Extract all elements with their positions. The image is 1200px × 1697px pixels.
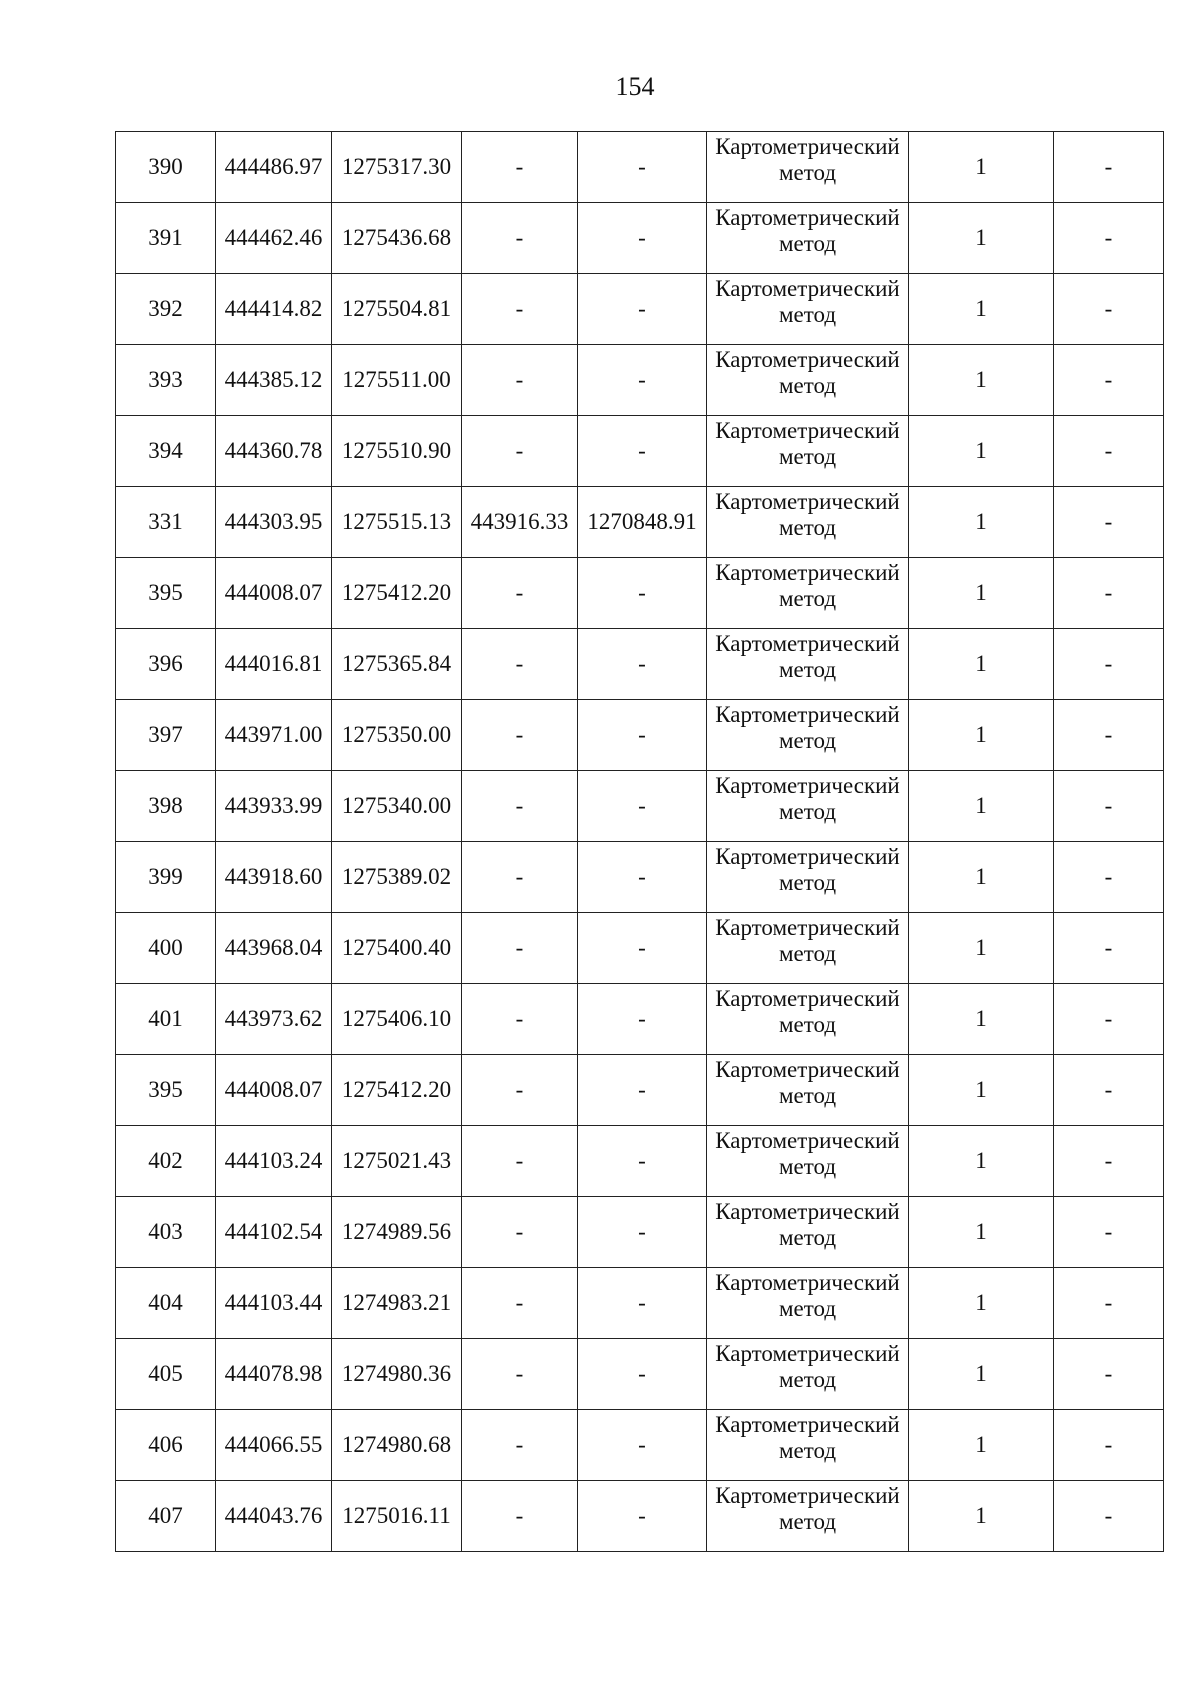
cell-y2-coordinate: - [578, 1197, 707, 1268]
cell-y2-coordinate: - [578, 1481, 707, 1552]
cell-note: - [1054, 203, 1164, 274]
cell-y2-coordinate: - [578, 416, 707, 487]
cell-point-number: 391 [116, 203, 216, 274]
table-row [116, 203, 1164, 274]
cell-x2-coordinate: - [462, 1055, 578, 1126]
cell-note: - [1054, 1410, 1164, 1481]
table-row [116, 771, 1164, 842]
cell-accuracy: 1 [909, 1126, 1054, 1197]
cell-method: Картометрический метод [707, 558, 909, 629]
cell-method: Картометрический метод [707, 487, 909, 558]
cell-method: Картометрический метод [707, 1481, 909, 1552]
cell-x-coordinate: 444103.24 [216, 1126, 332, 1197]
cell-y-coordinate: 1275340.00 [332, 771, 462, 842]
cell-y2-coordinate: - [578, 274, 707, 345]
cell-method: Картометрический метод [707, 1055, 909, 1126]
table-row [116, 629, 1164, 700]
cell-method: Картометрический метод [707, 984, 909, 1055]
table-row [116, 1481, 1164, 1552]
cell-x-coordinate: 443973.62 [216, 984, 332, 1055]
cell-note: - [1054, 1268, 1164, 1339]
cell-x-coordinate: 444486.97 [216, 132, 332, 203]
cell-accuracy: 1 [909, 487, 1054, 558]
cell-x-coordinate: 444103.44 [216, 1268, 332, 1339]
cell-y2-coordinate: - [578, 1055, 707, 1126]
cell-y2-coordinate: - [578, 771, 707, 842]
cell-y2-coordinate: - [578, 984, 707, 1055]
cell-y2-coordinate: - [578, 558, 707, 629]
table-row [116, 984, 1164, 1055]
cell-x-coordinate: 444043.76 [216, 1481, 332, 1552]
cell-x2-coordinate: - [462, 1126, 578, 1197]
cell-point-number: 399 [116, 842, 216, 913]
cell-note: - [1054, 558, 1164, 629]
table-row [116, 700, 1164, 771]
cell-note: - [1054, 274, 1164, 345]
cell-x2-coordinate: - [462, 629, 578, 700]
cell-x2-coordinate: - [462, 1481, 578, 1552]
cell-x-coordinate: 443933.99 [216, 771, 332, 842]
cell-point-number: 401 [116, 984, 216, 1055]
cell-y-coordinate: 1275510.90 [332, 416, 462, 487]
table-row [116, 1339, 1164, 1410]
cell-point-number: 405 [116, 1339, 216, 1410]
cell-x2-coordinate: - [462, 132, 578, 203]
cell-accuracy: 1 [909, 913, 1054, 984]
cell-x-coordinate: 444385.12 [216, 345, 332, 416]
cell-x-coordinate: 444102.54 [216, 1197, 332, 1268]
table-row [116, 132, 1164, 203]
cell-accuracy: 1 [909, 842, 1054, 913]
cell-method: Картометрический метод [707, 416, 909, 487]
cell-y2-coordinate: - [578, 1339, 707, 1410]
cell-point-number: 390 [116, 132, 216, 203]
cell-accuracy: 1 [909, 629, 1054, 700]
cell-point-number: 403 [116, 1197, 216, 1268]
cell-accuracy: 1 [909, 345, 1054, 416]
cell-y-coordinate: 1275412.20 [332, 558, 462, 629]
cell-y2-coordinate: - [578, 700, 707, 771]
cell-point-number: 331 [116, 487, 216, 558]
cell-point-number: 397 [116, 700, 216, 771]
cell-y-coordinate: 1275365.84 [332, 629, 462, 700]
cell-note: - [1054, 1126, 1164, 1197]
cell-point-number: 398 [116, 771, 216, 842]
cell-x-coordinate: 444008.07 [216, 558, 332, 629]
cell-point-number: 402 [116, 1126, 216, 1197]
cell-accuracy: 1 [909, 1410, 1054, 1481]
table-row [116, 842, 1164, 913]
cell-note: - [1054, 629, 1164, 700]
cell-x2-coordinate: - [462, 1339, 578, 1410]
cell-accuracy: 1 [909, 1055, 1054, 1126]
table-row [116, 1268, 1164, 1339]
cell-y-coordinate: 1274989.56 [332, 1197, 462, 1268]
table-row [116, 416, 1164, 487]
cell-x2-coordinate: - [462, 700, 578, 771]
cell-accuracy: 1 [909, 1268, 1054, 1339]
cell-y2-coordinate: - [578, 345, 707, 416]
table-row [116, 345, 1164, 416]
cell-x-coordinate: 444414.82 [216, 274, 332, 345]
cell-y2-coordinate: - [578, 913, 707, 984]
cell-method: Картометрический метод [707, 913, 909, 984]
table-row [116, 558, 1164, 629]
cell-accuracy: 1 [909, 700, 1054, 771]
cell-x2-coordinate: - [462, 1268, 578, 1339]
cell-method: Картометрический метод [707, 771, 909, 842]
page-number: 154 [615, 72, 655, 101]
cell-y-coordinate: 1275515.13 [332, 487, 462, 558]
cell-y-coordinate: 1274980.36 [332, 1339, 462, 1410]
cell-y-coordinate: 1275350.00 [332, 700, 462, 771]
cell-note: - [1054, 1481, 1164, 1552]
cell-x2-coordinate: - [462, 771, 578, 842]
cell-method: Картометрический метод [707, 132, 909, 203]
cell-x2-coordinate: 443916.33 [462, 487, 578, 558]
cell-y-coordinate: 1275317.30 [332, 132, 462, 203]
cell-x2-coordinate: - [462, 203, 578, 274]
cell-note: - [1054, 700, 1164, 771]
cell-y-coordinate: 1274980.68 [332, 1410, 462, 1481]
cell-point-number: 395 [116, 558, 216, 629]
coordinates-table [115, 131, 1164, 1552]
cell-method: Картометрический метод [707, 842, 909, 913]
cell-point-number: 400 [116, 913, 216, 984]
cell-point-number: 393 [116, 345, 216, 416]
cell-y2-coordinate: 1270848.91 [578, 487, 707, 558]
cell-accuracy: 1 [909, 132, 1054, 203]
cell-point-number: 392 [116, 274, 216, 345]
cell-note: - [1054, 1055, 1164, 1126]
cell-x2-coordinate: - [462, 1410, 578, 1481]
cell-y2-coordinate: - [578, 629, 707, 700]
cell-x2-coordinate: - [462, 842, 578, 913]
cell-x-coordinate: 444066.55 [216, 1410, 332, 1481]
cell-accuracy: 1 [909, 558, 1054, 629]
cell-x-coordinate: 443968.04 [216, 913, 332, 984]
cell-y-coordinate: 1275504.81 [332, 274, 462, 345]
cell-point-number: 395 [116, 1055, 216, 1126]
cell-x2-coordinate: - [462, 913, 578, 984]
cell-y-coordinate: 1274983.21 [332, 1268, 462, 1339]
table-row [116, 1410, 1164, 1481]
cell-note: - [1054, 487, 1164, 558]
cell-note: - [1054, 416, 1164, 487]
cell-y-coordinate: 1275016.11 [332, 1481, 462, 1552]
cell-method: Картометрический метод [707, 203, 909, 274]
cell-method: Картометрический метод [707, 1410, 909, 1481]
cell-x-coordinate: 444462.46 [216, 203, 332, 274]
cell-note: - [1054, 984, 1164, 1055]
cell-method: Картометрический метод [707, 1268, 909, 1339]
cell-point-number: 396 [116, 629, 216, 700]
cell-point-number: 407 [116, 1481, 216, 1552]
table-row [116, 913, 1164, 984]
cell-point-number: 394 [116, 416, 216, 487]
cell-y2-coordinate: - [578, 1268, 707, 1339]
cell-x2-coordinate: - [462, 416, 578, 487]
cell-note: - [1054, 132, 1164, 203]
cell-y2-coordinate: - [578, 132, 707, 203]
cell-method: Картометрический метод [707, 1197, 909, 1268]
cell-y-coordinate: 1275406.10 [332, 984, 462, 1055]
cell-method: Картометрический метод [707, 700, 909, 771]
cell-y-coordinate: 1275412.20 [332, 1055, 462, 1126]
cell-accuracy: 1 [909, 1339, 1054, 1410]
cell-accuracy: 1 [909, 771, 1054, 842]
cell-x-coordinate: 444303.95 [216, 487, 332, 558]
table-body [116, 132, 1164, 1552]
cell-method: Картометрический метод [707, 629, 909, 700]
cell-x2-coordinate: - [462, 984, 578, 1055]
cell-x-coordinate: 444016.81 [216, 629, 332, 700]
cell-x2-coordinate: - [462, 274, 578, 345]
cell-note: - [1054, 913, 1164, 984]
cell-method: Картометрический метод [707, 1126, 909, 1197]
table-row [116, 1197, 1164, 1268]
cell-y2-coordinate: - [578, 1126, 707, 1197]
cell-x-coordinate: 444360.78 [216, 416, 332, 487]
cell-x-coordinate: 444008.07 [216, 1055, 332, 1126]
cell-y-coordinate: 1275400.40 [332, 913, 462, 984]
cell-accuracy: 1 [909, 1197, 1054, 1268]
table-row [116, 1055, 1164, 1126]
cell-x-coordinate: 443971.00 [216, 700, 332, 771]
cell-method: Картометрический метод [707, 1339, 909, 1410]
cell-method: Картометрический метод [707, 274, 909, 345]
cell-accuracy: 1 [909, 984, 1054, 1055]
cell-y2-coordinate: - [578, 1410, 707, 1481]
cell-y-coordinate: 1275021.43 [332, 1126, 462, 1197]
cell-y2-coordinate: - [578, 842, 707, 913]
cell-accuracy: 1 [909, 274, 1054, 345]
cell-y-coordinate: 1275436.68 [332, 203, 462, 274]
table-row [116, 487, 1164, 558]
cell-x2-coordinate: - [462, 1197, 578, 1268]
cell-note: - [1054, 842, 1164, 913]
cell-note: - [1054, 1339, 1164, 1410]
cell-y-coordinate: 1275389.02 [332, 842, 462, 913]
cell-y-coordinate: 1275511.00 [332, 345, 462, 416]
cell-x2-coordinate: - [462, 558, 578, 629]
cell-accuracy: 1 [909, 416, 1054, 487]
cell-accuracy: 1 [909, 203, 1054, 274]
cell-method: Картометрический метод [707, 345, 909, 416]
cell-note: - [1054, 345, 1164, 416]
cell-y2-coordinate: - [578, 203, 707, 274]
cell-point-number: 406 [116, 1410, 216, 1481]
table-row [116, 274, 1164, 345]
cell-note: - [1054, 771, 1164, 842]
cell-x-coordinate: 444078.98 [216, 1339, 332, 1410]
table-row [116, 1126, 1164, 1197]
cell-note: - [1054, 1197, 1164, 1268]
cell-x2-coordinate: - [462, 345, 578, 416]
cell-x-coordinate: 443918.60 [216, 842, 332, 913]
cell-accuracy: 1 [909, 1481, 1054, 1552]
cell-point-number: 404 [116, 1268, 216, 1339]
